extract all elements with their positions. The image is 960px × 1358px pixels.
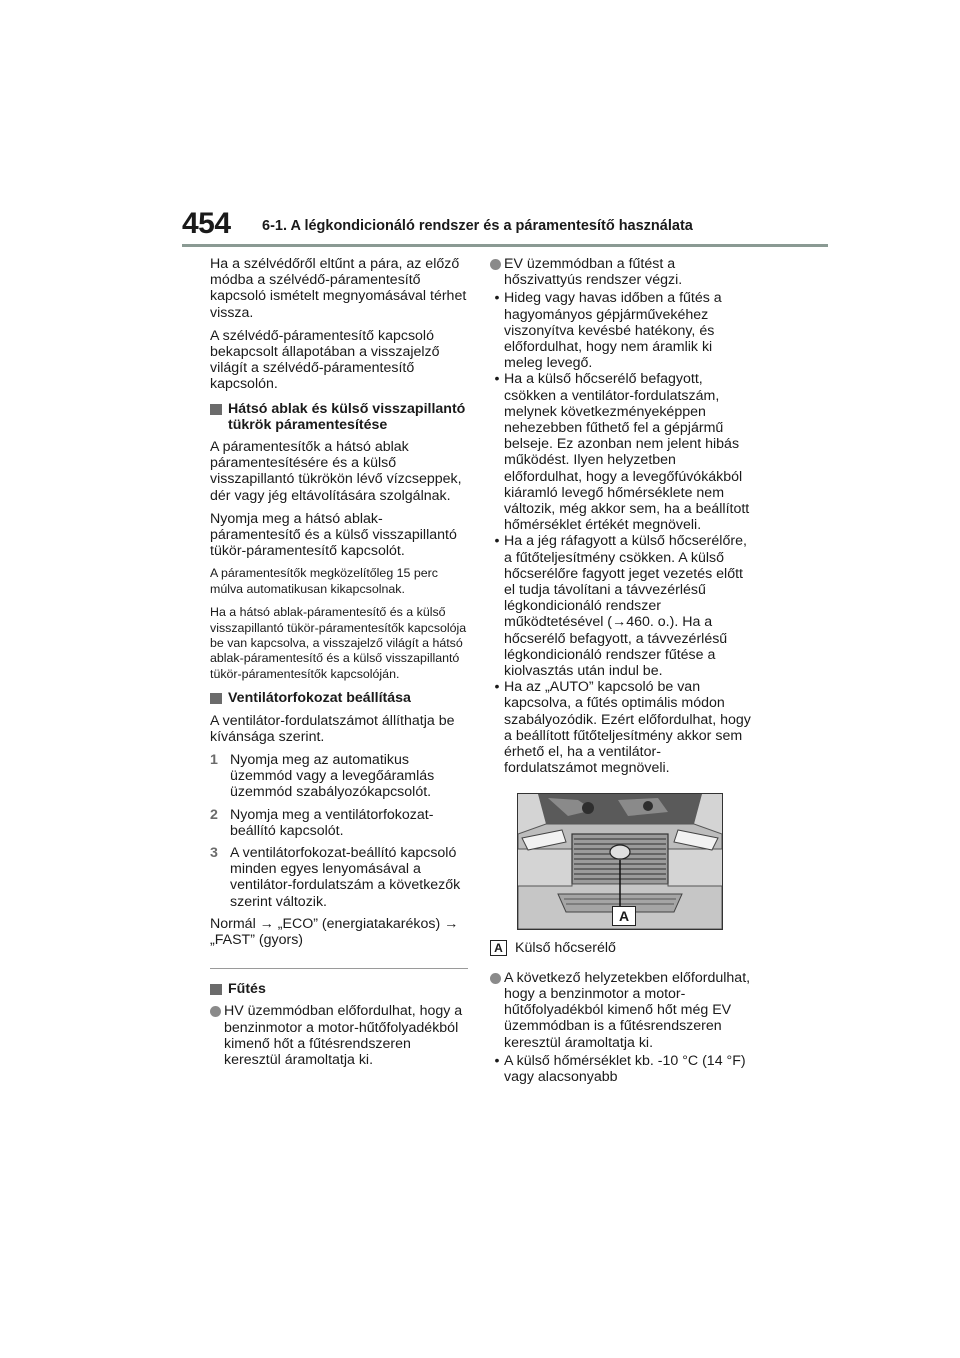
bullet-glyph: • xyxy=(494,679,500,696)
caption-text: Külső hőcserélő xyxy=(515,939,616,956)
figure-callout-label: A xyxy=(612,906,636,926)
dot-paragraph-text: A következő helyzetekben előfordulhat, hogy a benzinmotor a motor-hűtőfolyadékból kimenő hőt még EV üzemmódban is a fűtésrendszeren keresztül áramoltatja ki. xyxy=(504,969,751,1051)
list-item-text: Ha az „AUTO” kapcsoló be van kapcsolva, a fűtés optimális módon szabályozódik. Ezért előfordulhat, hogy a beállított fűtőteljesítmény akkor sem érhető el, ha a ventilátor-fordulatszámot megnöveli. xyxy=(504,679,751,777)
left-column xyxy=(210,256,468,1070)
step-text: Nyomja meg az automatikus üzemmód vagy a levegőáramlás üzemmód szabályozókapcsolót. xyxy=(230,751,435,801)
figure-caption xyxy=(490,940,752,956)
step-text: Nyomja meg a ventilátorfokozat-beállító kapcsolót. xyxy=(230,806,434,839)
paragraph: A páramentesítők a hátsó ablak páramentesítésére és a külső visszapillantó tükrökön lévő vízcseppek, dér vagy jég eltávolítására szolgálnak. xyxy=(210,439,462,504)
step-number: 3 xyxy=(210,844,218,861)
dot-paragraph xyxy=(490,970,752,1051)
square-bullet-icon xyxy=(210,404,222,415)
paragraph: Ha a szélvédőről eltűnt a pára, az előző módba a szélvédő-páramentesítő kapcsoló ismételt megnyomásával térhet vissza. xyxy=(210,256,467,321)
step-text: A ventilátorfokozat-beállító kapcsoló minden egyes lenyomásával a ventilátor-fordulatszám a következők szerint változik. xyxy=(230,844,461,910)
dot-paragraph-text: HV üzemmódban előfordulhat, hogy a benzinmotor a motor-hűtőfolyadékból kimenő hőt a fűtésrendszeren keresztül áramoltatja ki. xyxy=(224,1003,463,1068)
list-item-text: Ha a jég ráfagyott a külső hőcserélőre, a fűtőteljesítmény csökken. A külső hőcserélőre fagyott jeget vezetés előtt el tudja távolítani a távvezérlésű légkondicionáló rendszer működtetésével (→460. o.). Ha a hőcserélő befagyott, a távvezérlésű légkondicionáló rendszer fűtése a kiolvasztás után indul be. xyxy=(504,533,747,680)
heat-exchanger-figure xyxy=(517,793,723,930)
note: A páramentesítők megközelítőleg 15 perc múlva automatikusan kikapcsolnak. xyxy=(210,566,438,596)
step-number: 1 xyxy=(210,751,218,768)
numbered-step xyxy=(210,807,468,839)
section-heading xyxy=(210,690,468,706)
caption-label-box: A xyxy=(490,940,507,956)
list-item-text: Hideg vagy havas időben a fűtés a hagyományos gépjárművekéhez viszonyítva kevésbé hatékony, és előfordulhat, hogy nem áramlik ki meleg levegő. xyxy=(504,290,722,372)
dot-paragraph xyxy=(490,256,752,288)
paragraph: A szélvédő-páramentesítő kapcsoló bekapcsolt állapotában a visszajelző világít a szélvédő-páramentesítő kapcsolón. xyxy=(210,327,440,393)
dot-paragraph xyxy=(210,1003,468,1068)
square-bullet-icon xyxy=(210,984,222,995)
circle-bullet-icon xyxy=(210,1006,221,1017)
paragraph: Normál → „ECO” (energiatakarékos) → „FAST” (gyors) xyxy=(210,915,459,948)
list-item-text: A külső hőmérséklet kb. -10 °C (14 °F) vagy alacsonyabb xyxy=(504,1052,746,1085)
list-item xyxy=(490,533,752,679)
bullet-glyph: • xyxy=(494,290,500,307)
paragraph: A ventilátor-fordulatszámot állíthatja be kívánsága szerint. xyxy=(210,712,455,745)
circle-bullet-icon xyxy=(490,259,501,270)
list-item xyxy=(490,371,752,533)
step-number: 2 xyxy=(210,806,218,823)
section-heading xyxy=(210,401,468,433)
right-column xyxy=(490,256,752,1085)
section-title: Fűtés xyxy=(228,981,266,998)
bullet-glyph: • xyxy=(494,533,500,550)
list-item-text: Ha a külső hőcserélő befagyott, csökken a ventilátor-fordulatszám, melynek következményeképpen nehezebben fűthető fel a gépjármű belseje. Ez azonban nem jelent hibás működést. Ilyen helyzetben előfordulhat, hogy a levegőfúvókákból kiáramló levegő hőmérséklete nem változik, még akkor sem, ha a beállított hőmérséklet értékét megnöveli. xyxy=(504,371,750,534)
circle-bullet-icon xyxy=(490,973,501,984)
bullet-glyph: • xyxy=(494,371,500,388)
section-heading xyxy=(210,981,468,997)
chapter-title: 6-1. A légkondicionáló rendszer és a páramentesítő használata xyxy=(262,218,693,234)
section-divider xyxy=(210,968,468,969)
list-item xyxy=(490,1053,752,1085)
section-title: Hátsó ablak és külső visszapillantó tükrök páramentesítése xyxy=(228,400,466,433)
numbered-step xyxy=(210,845,468,910)
square-bullet-icon xyxy=(210,693,222,704)
section-title: Ventilátorfokozat beállítása xyxy=(228,690,411,707)
note: Ha a hátsó ablak-páramentesítő és a külső visszapillantó tükör-páramentesítők kapcsolója be van kapcsolva, a visszajelző világít a hátsó ablak-páramentesítő és a külső visszapillantó tükör-páramentesítők kapcsolóján. xyxy=(210,605,467,681)
page-number: 454 xyxy=(182,207,231,240)
list-item xyxy=(490,679,752,776)
list-item xyxy=(490,290,752,371)
bullet-glyph: • xyxy=(494,1052,500,1069)
dot-paragraph-text: EV üzemmódban a fűtést a hőszivattyús rendszer végzi. xyxy=(504,256,683,289)
header-rule xyxy=(182,244,828,247)
paragraph: Nyomja meg a hátsó ablak-páramentesítő és a külső visszapillantó tükör-páramentesítő kapcsolót. xyxy=(210,510,457,560)
numbered-step xyxy=(210,752,468,801)
